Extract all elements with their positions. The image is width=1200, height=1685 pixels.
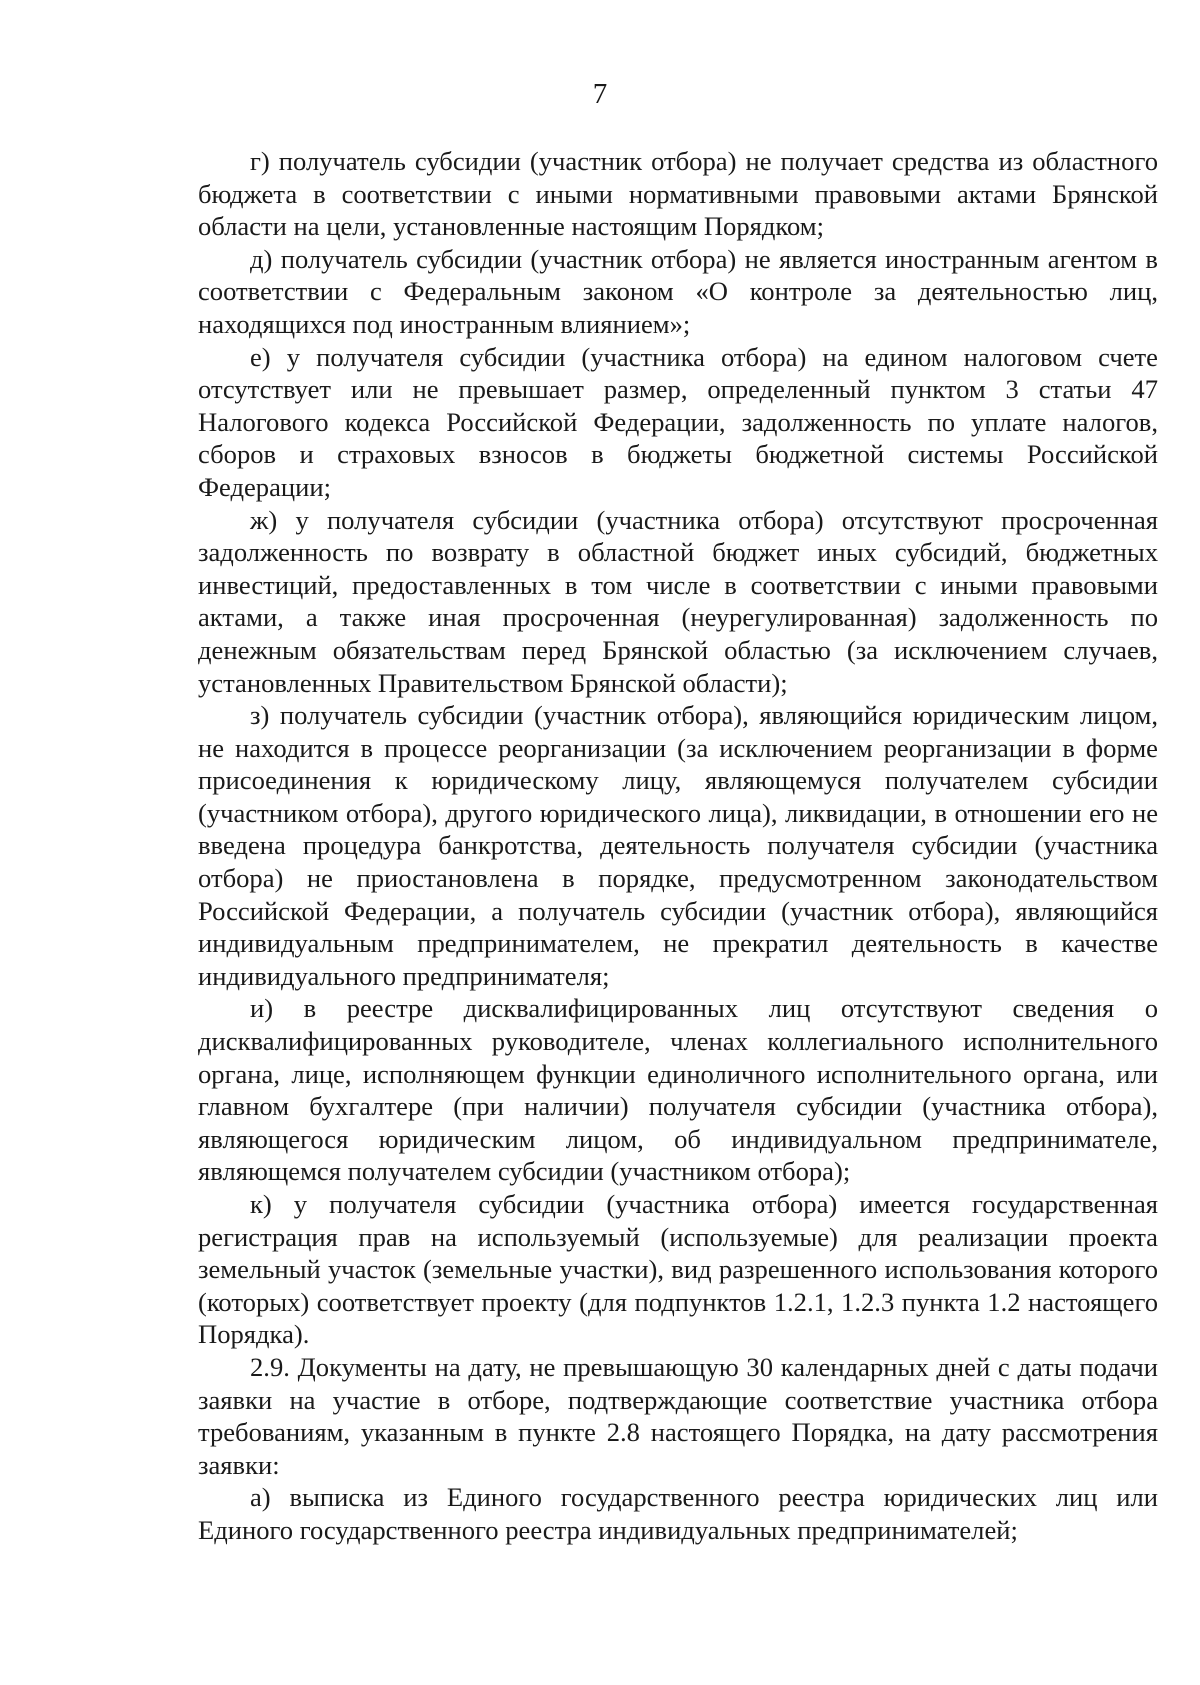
- paragraph-k: к) у получателя субсидии (участника отбора) имеется государственная регистрация прав на используемый (используемые) для реализации проекта земельный участок (земельные участки), вид разрешенного использования которого (которых) соответствует проекту (для подпунктов 1.2.1, 1.2.3 пункта 1.2 настоящего Порядка).: [198, 1189, 1158, 1350]
- page-number: 7: [592, 78, 608, 110]
- paragraph-z: з) получатель субсидии (участник отбора), являющийся юридическим лицом, не находится в процессе реорганизации (за исключением реорганизации в форме присоединения к юридическому лицу, являющемуся получателем субсидии (участником отбора), другого юридического лица), ликвидации, в отношении его не введена процедура банкротства, деятельность получателя субсидии (участника отбора) не приостановлена в порядке, предусмотренном законодательством Российской Федерации, а получатель субсидии (участник отбора), являющийся индивидуальным предпринимателем, не прекратил деятельность в качестве индивидуального предпринимателя;: [198, 700, 1158, 991]
- paragraph-g: г) получатель субсидии (участник отбора) не получает средства из областного бюджета в соответствии с иными нормативными правовыми актами Брянской области на цели, установленные настоящим Порядком;: [198, 146, 1158, 242]
- paragraph-e: е) у получателя субсидии (участника отбора) на едином налоговом счете отсутствует или не превышает размер, определенный пунктом 3 статьи 47 Налогового кодекса Российской Федерации, задолженность по уплате налогов, сборов и страховых взносов в бюджеты бюджетной системы Российской Федерации;: [198, 341, 1158, 502]
- paragraph-d: д) получатель субсидии (участник отбора) не является иностранным агентом в соответствии с Федеральным законом «О контроле за деятельностью лиц, находящихся под иностранным влиянием»;: [198, 243, 1158, 339]
- paragraph-i: и) в реестре дисквалифицированных лиц отсутствуют сведения о дисквалифицированных руководителе, членах коллегиального исполнительного органа, лице, исполняющем функции единоличного исполнительного органа, или главном бухгалтере (при наличии) получателя субсидии (участника отбора), являющегося юридическим лицом, об индивидуальном предпринимателе, являющемся получателем субсидии (участником отбора);: [198, 993, 1158, 1187]
- paragraph-2-9: 2.9. Документы на дату, не превышающую 30 календарных дней с даты подачи заявки на участие в отборе, подтверждающие соответствие участника отбора требованиям, указанным в пункте 2.8 настоящего Порядка, на дату рассмотрения заявки:: [198, 1351, 1158, 1480]
- paragraph-a: а) выписка из Единого государственного реестра юридических лиц или Единого государственного реестра индивидуальных предпринимателей;: [198, 1482, 1158, 1545]
- document-body: [198, 145, 1158, 1547]
- paragraph-zh: ж) у получателя субсидии (участника отбора) отсутствуют просроченная задолженность по возврату в областной бюджет иных субсидий, бюджетных инвестиций, предоставленных в том числе в соответствии с иными правовыми актами, а также иная просроченная (неурегулированная) задолженность по денежным обязательствам перед Брянской областью (за исключением случаев, установленных Правительством Брянской области);: [198, 504, 1158, 698]
